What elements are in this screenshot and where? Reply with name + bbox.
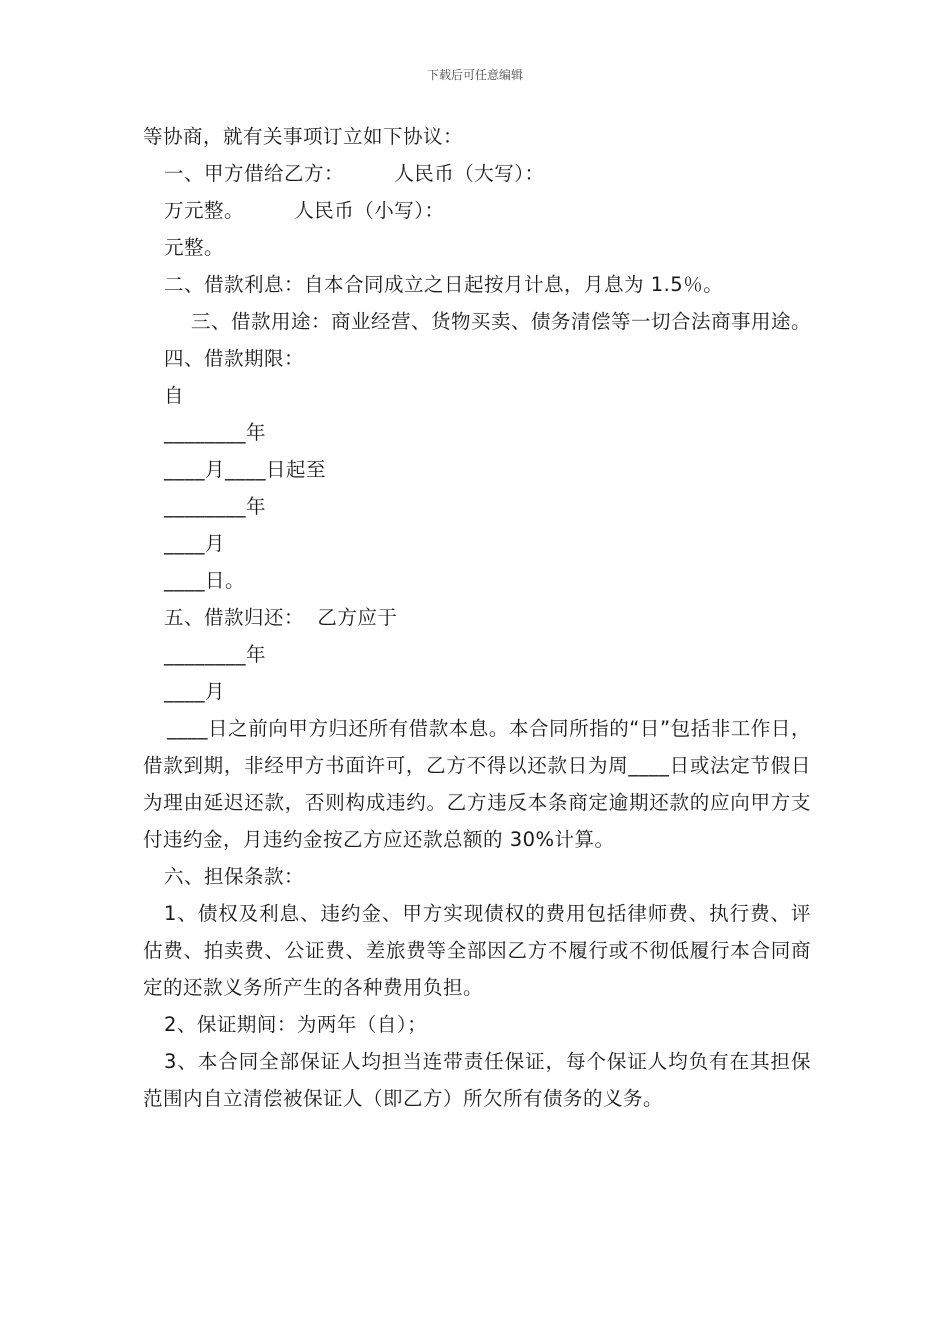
clause-3-purpose <box>143 303 811 340</box>
term-end-year: ________年 <box>164 495 267 518</box>
paragraph-intro: 等协商，就有关事项订立如下协议： <box>143 125 464 148</box>
term-from: 自 <box>164 384 185 407</box>
term-start-year: ________年 <box>164 421 267 444</box>
guarantee-item-1 <box>143 895 811 1006</box>
repay-year: ________年 <box>164 643 267 666</box>
clause-1-loan-amount: 一、甲方借给乙方： 人民币（大写）： <box>164 162 545 185</box>
clause-1-yuan-line: 元整。 <box>164 236 225 259</box>
term-end-month: ____月 <box>164 532 226 555</box>
guarantee-item-1-text: 1、债权及利息、违约金、甲方实现债权的费用包括律师费、执行费、评估费、拍卖费、公证费、差旅费等全部因乙方不履行或不彻低履行本合同商定的还款义务所产生的各种费用负担。 <box>143 902 811 999</box>
term-end-day: ____日。 <box>164 569 246 592</box>
clause-5-repayment: 五、借款归还： 乙方应于 <box>164 606 398 629</box>
clause-2-interest: 二、借款利息：自本合同成立之日起按月计息，月息为 1.5％。 <box>164 273 724 296</box>
clause-6-guarantee: 六、担保条款： <box>164 865 305 888</box>
guarantee-item-3-text: 3、本合同全部保证人均担当连带责任保证，每个保证人均负有在其担保范围内自立清偿被保证人（即乙方）所欠所有债务的义务。 <box>143 1050 811 1110</box>
page-header: 下载后可任意编辑 <box>426 68 523 82</box>
guarantee-item-3 <box>143 1043 811 1117</box>
clause-3-text: 三、借款用途：商业经营、货物买卖、债务清偿等一切合法商事用途。 <box>191 310 812 333</box>
repay-terms-text: ____日之前向甲方归还所有借款本息。本合同所指的“日”包括非工作日，借款到期，非经甲方书面许可，乙方不得以还款日为周____日或法定节假日为理由延迟还款，否则构成违约。乙方违反本条商定逾期还款的应向甲方支付违约金，月违约金按乙方应还款总额的 30%计算。 <box>143 717 811 851</box>
guarantee-item-2: 2、保证期间：为两年（自）； <box>164 1013 428 1036</box>
term-start-month-day: ____月____日起至 <box>164 458 327 481</box>
clause-4-term: 四、借款期限： <box>164 347 305 370</box>
contract-body <box>143 118 811 1117</box>
repay-month: ____月 <box>164 680 226 703</box>
clause-1-amount-line: 万元整。 人民币（小写）： <box>164 199 445 222</box>
repay-terms <box>143 710 811 858</box>
